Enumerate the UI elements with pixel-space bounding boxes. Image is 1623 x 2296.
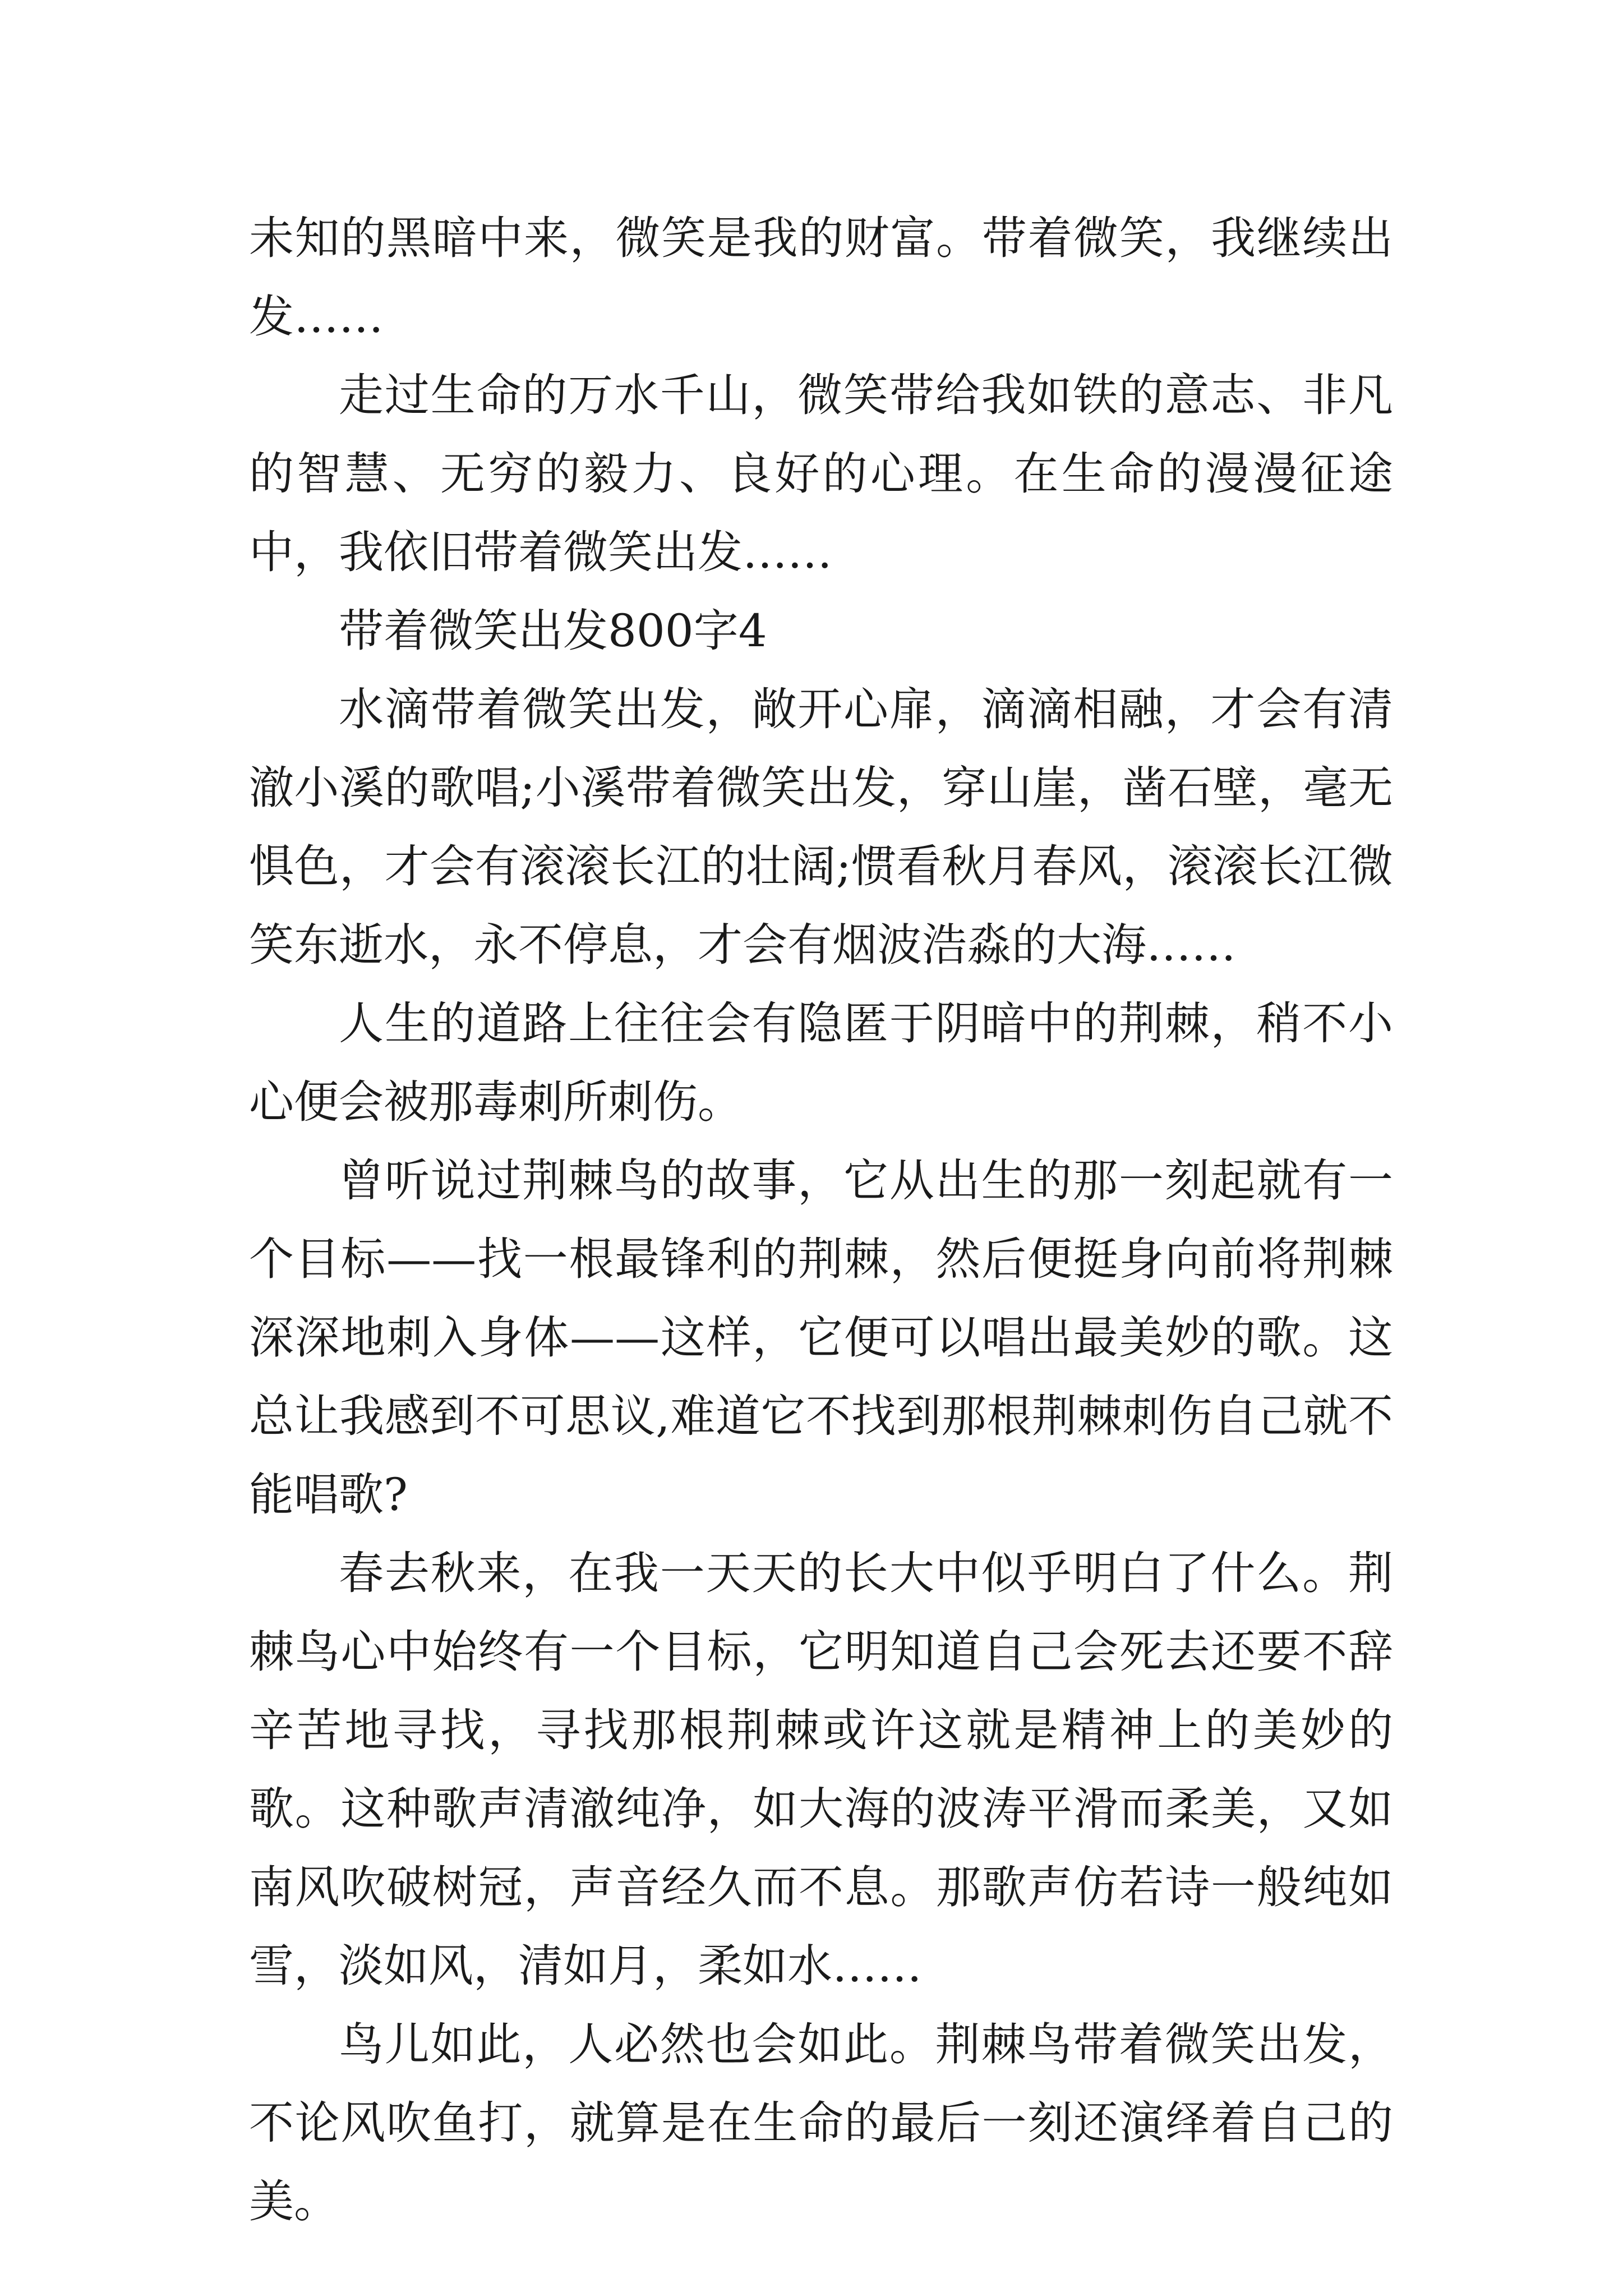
paragraph: 春去秋来，在我一天天的长大中似乎明白了什么。荆棘鸟心中始终有一个目标，它明知道自己会死去还要不辞辛苦地寻找，寻找那根荆棘或许这就是精神上的美妙的歌。这种歌声清澈纯净，如大海的波涛平滑而柔美，又如南风吹破树冠，声音经久而不息。那歌声仿若诗一般纯如雪，淡如风，清如月，柔如水……	[249, 1547, 1393, 1992]
paragraph: 曾听说过荆棘鸟的故事，它从出生的那一刻起就有一个目标——找一根最锋利的荆棘，然后便挺身向前将荆棘深深地刺入身体——这样，它便可以唱出最美妙的歌。这总让我感到不可思议,难道它不找到那根荆棘刺伤自己就不能唱歌?	[249, 1154, 1393, 1521]
paragraph: 鸟儿如此，人必然也会如此。荆棘鸟带着微笑出发，不论风吹鱼打，就算是在生命的最后一刻还演绎着自己的美。	[249, 2018, 1393, 2228]
paragraph: 走过生命的万水千山，微笑带给我如铁的意志、非凡的智慧、无穷的毅力、良好的心理。在生命的漫漫征途中，我依旧带着微笑出发……	[249, 369, 1393, 578]
section-heading: 带着微笑出发800字4	[339, 605, 767, 657]
document-body	[249, 199, 1393, 2241]
paragraph: 人生的道路上往往会有隐匿于阴暗中的荆棘，稍不小心便会被那毒刺所刺伤。	[249, 997, 1393, 1128]
paragraph: 水滴带着微笑出发，敞开心扉，滴滴相融，才会有清澈小溪的歌唱;小溪带着微笑出发，穿山崖，凿石壁，毫无惧色，才会有滚滚长江的壮阔;惯看秋月春风，滚滚长江微笑东逝水，永不停息，才会有烟波浩淼的大海……	[249, 683, 1393, 971]
paragraph-continuation: 未知的黑暗中来，微笑是我的财富。带着微笑，我继续出发……	[249, 212, 1393, 343]
